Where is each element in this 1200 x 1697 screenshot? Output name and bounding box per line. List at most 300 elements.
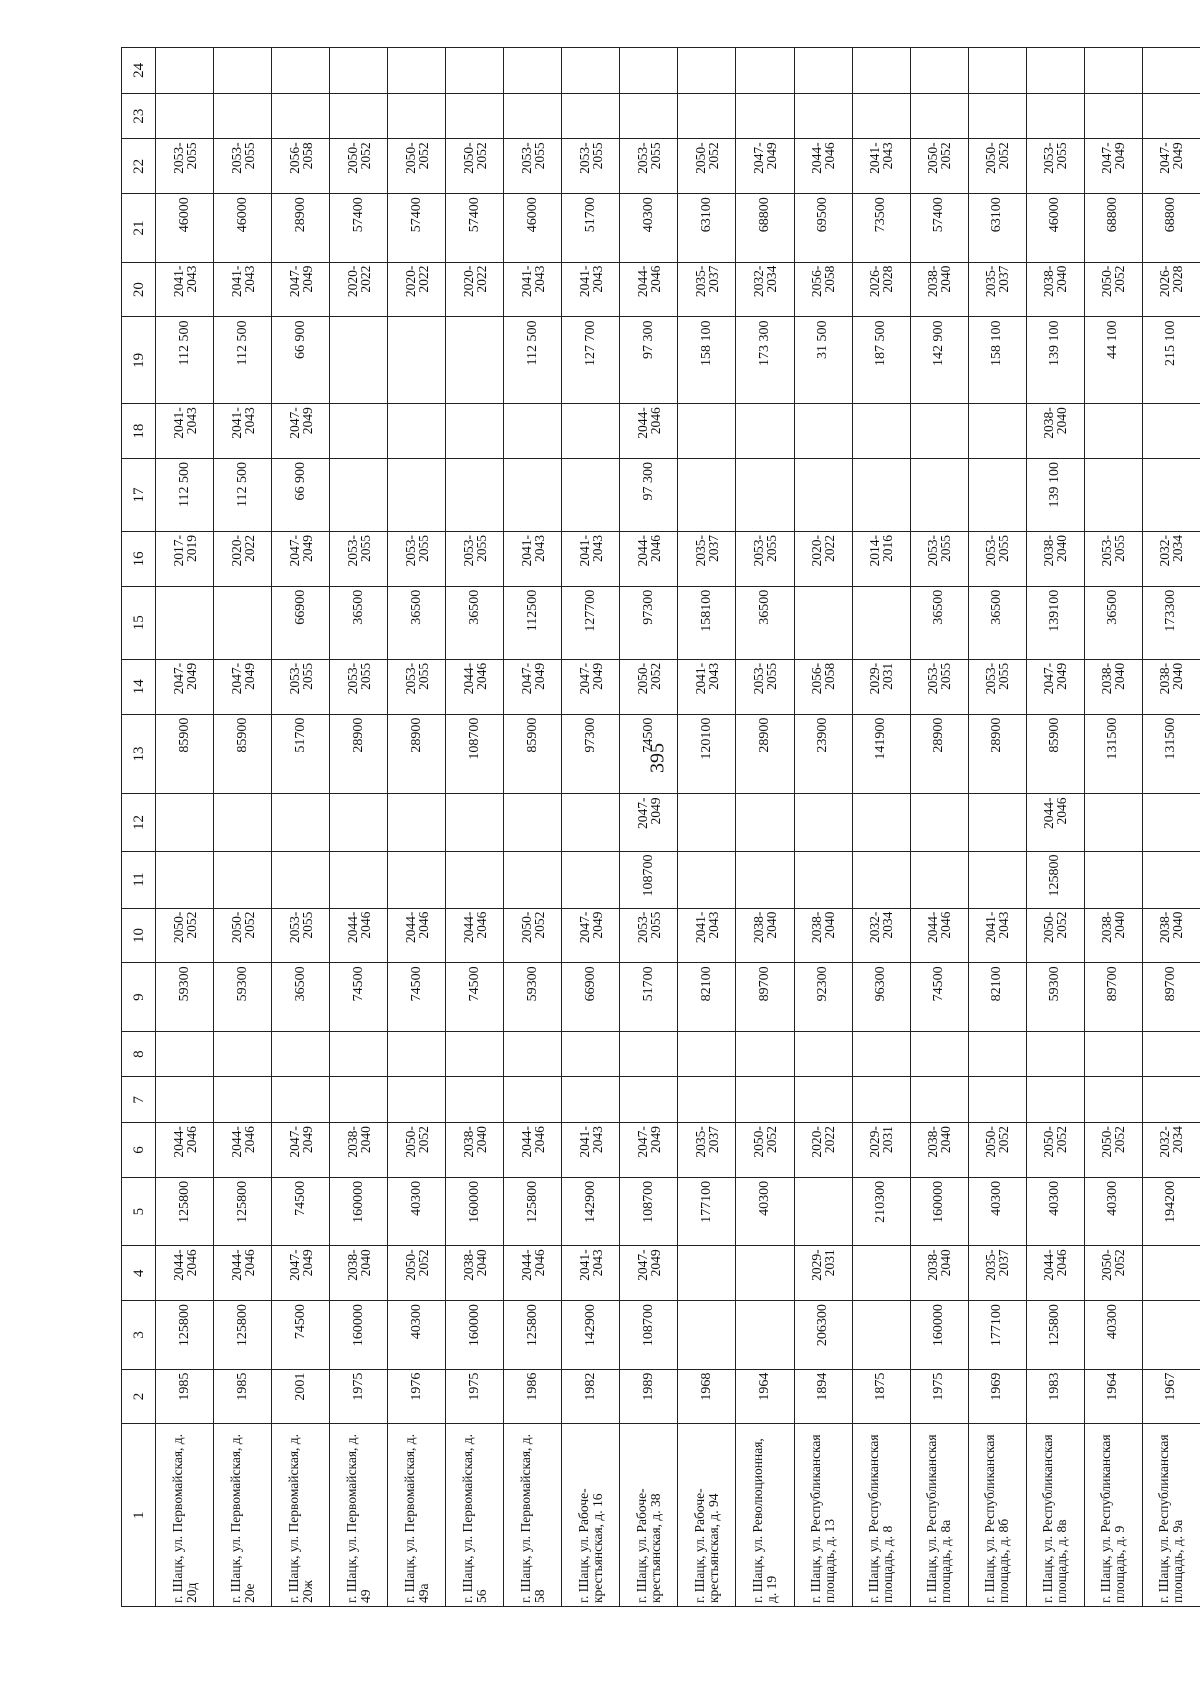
table-cell: 2047- 2049 (620, 1123, 678, 1178)
table-cell (852, 1246, 910, 1301)
table-cell: 2038- 2040 (1084, 659, 1142, 714)
table-cell: 59300 (504, 963, 562, 1031)
table-cell: 1964 (1084, 1369, 1142, 1424)
table-cell: 2038- 2040 (1142, 659, 1200, 714)
address-cell: г. Шацк, ул. Первомайская, д. 20д (156, 1424, 214, 1607)
table-cell: 40300 (1084, 1301, 1142, 1369)
column-header-6: 6 (122, 1123, 156, 1178)
table-cell (388, 851, 446, 908)
table-cell: 194200 (1142, 1177, 1200, 1245)
table-cell (736, 404, 794, 459)
table-cell: 59300 (214, 963, 272, 1031)
table-cell (330, 1031, 388, 1077)
table-cell: 40300 (1026, 1177, 1084, 1245)
table-cell (620, 48, 678, 94)
table-cell: 2053- 2055 (968, 659, 1026, 714)
table-cell (156, 794, 214, 851)
table-cell: 2041- 2043 (504, 532, 562, 587)
table-cell: 66 900 (272, 317, 330, 404)
table-cell (1142, 1301, 1200, 1369)
table-cell: 160000 (446, 1301, 504, 1369)
table-cell (678, 93, 736, 139)
table-cell: 57400 (910, 194, 968, 262)
table-cell: 2026- 2028 (852, 262, 910, 317)
column-header-16: 16 (122, 532, 156, 587)
table-cell: 44 100 (1084, 317, 1142, 404)
table-cell (214, 1077, 272, 1123)
table-cell (388, 1077, 446, 1123)
table-cell: 23900 (794, 714, 852, 794)
table-cell: 2047- 2049 (562, 659, 620, 714)
table-cell (562, 1031, 620, 1077)
table-cell (910, 1031, 968, 1077)
table-cell: 2041- 2043 (156, 404, 214, 459)
table-cell (156, 586, 214, 659)
table-cell (1026, 1077, 1084, 1123)
table-cell (446, 317, 504, 404)
table-body (156, 48, 1200, 1607)
table-cell: 89700 (736, 963, 794, 1031)
table-cell (504, 1031, 562, 1077)
table-cell: 2041- 2043 (214, 262, 272, 317)
table-cell (562, 794, 620, 851)
table-cell: 2020- 2022 (794, 532, 852, 587)
table-cell: 46000 (504, 194, 562, 262)
table-cell: 2047- 2049 (156, 659, 214, 714)
table-cell: 112 500 (214, 458, 272, 531)
table-cell: 1983 (1026, 1369, 1084, 1424)
table-cell: 74500 (446, 963, 504, 1031)
table-row (214, 48, 272, 1607)
table-cell: 74500 (330, 963, 388, 1031)
table-cell: 2050- 2052 (330, 139, 388, 194)
table-cell: 68800 (1142, 194, 1200, 262)
table-cell (852, 93, 910, 139)
table-cell (968, 1077, 1026, 1123)
table-cell (504, 93, 562, 139)
table-cell (736, 93, 794, 139)
table-row (736, 48, 794, 1607)
column-header-9: 9 (122, 963, 156, 1031)
table-cell: 2047- 2049 (562, 908, 620, 963)
table-cell: 2038- 2040 (910, 1123, 968, 1178)
address-cell: г. Шацк, ул. Республиканская площадь, д. 8 (852, 1424, 910, 1607)
table-cell: 2035- 2037 (968, 262, 1026, 317)
table-cell: 2053- 2055 (330, 659, 388, 714)
table-cell (272, 851, 330, 908)
table-cell: 2041- 2043 (504, 262, 562, 317)
table-cell: 89700 (1084, 963, 1142, 1031)
table-cell (1142, 93, 1200, 139)
address-cell: г. Шацк, ул. Рабоче-крестьянская, д. 16 (562, 1424, 620, 1607)
table-cell (272, 794, 330, 851)
table-cell: 1969 (968, 1369, 1026, 1424)
table-cell (852, 1031, 910, 1077)
table-cell: 2044- 2046 (214, 1246, 272, 1301)
table-cell: 2041- 2043 (968, 908, 1026, 963)
table-cell: 2044- 2046 (1026, 1246, 1084, 1301)
table-cell: 73500 (852, 194, 910, 262)
table-row (620, 48, 678, 1607)
table-cell (446, 404, 504, 459)
table-cell: 1968 (678, 1369, 736, 1424)
table-cell: 40300 (736, 1177, 794, 1245)
table-cell: 2047- 2049 (1026, 659, 1084, 714)
address-cell: г. Шацк, ул. Рабоче-крестьянская, д. 38 (620, 1424, 678, 1607)
table-cell: 2047- 2049 (1084, 139, 1142, 194)
table-cell (214, 93, 272, 139)
table-cell (910, 794, 968, 851)
table-cell: 2050- 2052 (910, 139, 968, 194)
table-cell: 2053- 2055 (910, 532, 968, 587)
table-cell (330, 317, 388, 404)
column-header-21: 21 (122, 194, 156, 262)
address-cell: г. Шацк, ул. Республиканская площадь, д. 8а (910, 1424, 968, 1607)
table-cell (620, 93, 678, 139)
table-cell: 2017- 2019 (156, 532, 214, 587)
table-cell: 112 500 (214, 317, 272, 404)
table-cell: 85900 (504, 714, 562, 794)
table-cell: 66900 (272, 586, 330, 659)
table-cell (504, 48, 562, 94)
table-cell: 82100 (968, 963, 1026, 1031)
table-cell (736, 851, 794, 908)
table-cell: 2035- 2037 (968, 1246, 1026, 1301)
table-cell (388, 93, 446, 139)
table-cell: 142900 (562, 1177, 620, 1245)
table-cell: 2044- 2046 (620, 532, 678, 587)
table-cell: 2029- 2031 (794, 1246, 852, 1301)
table-cell (330, 93, 388, 139)
table-cell: 2041- 2043 (678, 659, 736, 714)
table-cell (852, 851, 910, 908)
table-cell (620, 1031, 678, 1077)
table-cell (156, 48, 214, 94)
table-cell: 36500 (1084, 586, 1142, 659)
table-cell: 89700 (1142, 963, 1200, 1031)
table-cell: 206300 (794, 1301, 852, 1369)
table-cell (1142, 458, 1200, 531)
table-cell: 2050- 2052 (504, 908, 562, 963)
table-cell: 108700 (620, 1301, 678, 1369)
table-cell: 74500 (388, 963, 446, 1031)
table-cell: 160000 (446, 1177, 504, 1245)
table-cell: 2050- 2052 (1084, 1246, 1142, 1301)
table-cell (388, 317, 446, 404)
table-cell: 40300 (1084, 1177, 1142, 1245)
table-cell: 112 500 (504, 317, 562, 404)
table-cell: 2044- 2046 (504, 1246, 562, 1301)
table-cell: 2053- 2055 (910, 659, 968, 714)
column-header-3: 3 (122, 1301, 156, 1369)
table-cell (1084, 1077, 1142, 1123)
table-cell (1084, 404, 1142, 459)
table-cell: 2035- 2037 (678, 1123, 736, 1178)
table-cell: 1989 (620, 1369, 678, 1424)
table-cell (852, 1077, 910, 1123)
table-cell: 2020- 2022 (330, 262, 388, 317)
table-cell: 2050- 2052 (620, 659, 678, 714)
table-row (968, 48, 1026, 1607)
table-cell: 2038- 2040 (910, 262, 968, 317)
table-cell: 139100 (1026, 586, 1084, 659)
table-cell: 1975 (446, 1369, 504, 1424)
table-cell (910, 458, 968, 531)
table-cell: 92300 (794, 963, 852, 1031)
table-cell: 108700 (620, 1177, 678, 1245)
table-row (446, 48, 504, 1607)
address-cell: г. Шацк, ул. Рабоче-крестьянская, д. 94 (678, 1424, 736, 1607)
table-cell (968, 93, 1026, 139)
table-cell: 85900 (156, 714, 214, 794)
table-cell: 2047- 2049 (272, 404, 330, 459)
table-cell: 2044- 2046 (794, 139, 852, 194)
table-cell: 2041- 2043 (678, 908, 736, 963)
table-cell (1084, 794, 1142, 851)
table-cell: 2020- 2022 (446, 262, 504, 317)
table-cell: 2050- 2052 (388, 139, 446, 194)
table-row (1084, 48, 1142, 1607)
table-cell (330, 404, 388, 459)
table-cell: 2044- 2046 (910, 908, 968, 963)
table-cell (620, 1077, 678, 1123)
table-cell: 2041- 2043 (562, 1246, 620, 1301)
table-cell (968, 458, 1026, 531)
table-cell: 2041- 2043 (562, 1123, 620, 1178)
table-cell: 36500 (388, 586, 446, 659)
table-cell (1084, 48, 1142, 94)
table-cell: 2053- 2055 (388, 659, 446, 714)
table-cell: 2050- 2052 (678, 139, 736, 194)
table-cell: 177100 (678, 1177, 736, 1245)
table-cell: 160000 (910, 1301, 968, 1369)
table-cell: 46000 (214, 194, 272, 262)
table-cell: 2050- 2052 (968, 139, 1026, 194)
table-cell: 74500 (272, 1301, 330, 1369)
table-cell (968, 404, 1026, 459)
table-cell: 2053- 2055 (1084, 532, 1142, 587)
table-cell: 2056- 2058 (794, 659, 852, 714)
table-cell: 173300 (1142, 586, 1200, 659)
table-cell: 66 900 (272, 458, 330, 531)
address-cell: г. Шацк, ул. Республиканская площадь, д. 8в (1026, 1424, 1084, 1607)
table-cell: 2056- 2058 (272, 139, 330, 194)
column-header-15: 15 (122, 586, 156, 659)
table-cell: 2050- 2052 (1026, 1123, 1084, 1178)
table-cell (446, 1077, 504, 1123)
table-cell: 28900 (272, 194, 330, 262)
table-cell (794, 404, 852, 459)
table-cell: 36500 (272, 963, 330, 1031)
table-cell: 2044- 2046 (446, 659, 504, 714)
table-cell: 2050- 2052 (1026, 908, 1084, 963)
table-cell: 31 500 (794, 317, 852, 404)
address-cell: г. Шацк, ул. Первомайская, д. 49 (330, 1424, 388, 1607)
address-cell: г. Шацк, ул. Республиканская площадь, д. 9 (1084, 1424, 1142, 1607)
table-cell: 187 500 (852, 317, 910, 404)
table-cell (678, 404, 736, 459)
table-cell: 108700 (446, 714, 504, 794)
table-cell: 141900 (852, 714, 910, 794)
table-cell (910, 851, 968, 908)
table-cell (852, 458, 910, 531)
table-cell: 2047- 2049 (504, 659, 562, 714)
table-cell: 74500 (272, 1177, 330, 1245)
table-cell: 46000 (1026, 194, 1084, 262)
table-row (794, 48, 852, 1607)
table-cell: 97300 (620, 586, 678, 659)
table-cell (736, 794, 794, 851)
table-cell: 1985 (214, 1369, 272, 1424)
table-cell: 2047- 2049 (1142, 139, 1200, 194)
table-cell: 2050- 2052 (388, 1123, 446, 1178)
table-cell (736, 1077, 794, 1123)
table-cell: 2050- 2052 (446, 139, 504, 194)
table-cell: 82100 (678, 963, 736, 1031)
table-cell: 158100 (678, 586, 736, 659)
table-row (1026, 48, 1084, 1607)
table-cell (446, 1031, 504, 1077)
table-cell (446, 93, 504, 139)
table-cell: 2053- 2055 (1026, 139, 1084, 194)
table-cell (794, 794, 852, 851)
table-cell (446, 794, 504, 851)
table-cell (156, 1031, 214, 1077)
table-cell: 51700 (620, 963, 678, 1031)
table-cell: 40300 (968, 1177, 1026, 1245)
table-cell: 160000 (330, 1301, 388, 1369)
address-cell: г. Шацк, ул. Первомайская, д. 58 (504, 1424, 562, 1607)
table-cell (272, 1077, 330, 1123)
repair-schedule-table (121, 47, 1200, 1607)
table-cell: 142 900 (910, 317, 968, 404)
page-number: 395 (646, 743, 669, 773)
rotated-table-container (121, 47, 1200, 1607)
table-cell: 177100 (968, 1301, 1026, 1369)
table-cell: 57400 (388, 194, 446, 262)
table-cell: 2038- 2040 (736, 908, 794, 963)
table-cell (794, 93, 852, 139)
table-cell (852, 404, 910, 459)
table-cell (678, 1031, 736, 1077)
table-cell: 2050- 2052 (156, 908, 214, 963)
table-row (910, 48, 968, 1607)
table-cell: 1875 (852, 1369, 910, 1424)
table-cell: 158 100 (678, 317, 736, 404)
table-cell: 2041- 2043 (852, 139, 910, 194)
column-header-12: 12 (122, 794, 156, 851)
table-cell (1142, 404, 1200, 459)
table-row (504, 48, 562, 1607)
table-cell: 2053- 2055 (562, 139, 620, 194)
table-cell: 125800 (504, 1301, 562, 1369)
table-cell: 2053- 2055 (330, 532, 388, 587)
table-cell: 2038- 2040 (1142, 908, 1200, 963)
table-row (562, 48, 620, 1607)
table-cell: 2053- 2055 (272, 659, 330, 714)
table-cell (388, 1031, 446, 1077)
table-row (1142, 48, 1200, 1607)
table-cell (504, 794, 562, 851)
table-cell (214, 794, 272, 851)
table-cell (388, 794, 446, 851)
table-cell (1026, 1031, 1084, 1077)
table-cell: 2038- 2040 (330, 1123, 388, 1178)
column-header-13: 13 (122, 714, 156, 794)
table-cell: 28900 (910, 714, 968, 794)
table-cell: 2047- 2049 (272, 1123, 330, 1178)
table-cell: 46000 (156, 194, 214, 262)
table-cell (330, 458, 388, 531)
table-cell (736, 1246, 794, 1301)
table-cell: 2044- 2046 (504, 1123, 562, 1178)
table-cell: 2020- 2022 (388, 262, 446, 317)
column-header-18: 18 (122, 404, 156, 459)
table-cell (504, 1077, 562, 1123)
table-cell: 40300 (388, 1177, 446, 1245)
column-header-7: 7 (122, 1077, 156, 1123)
table-cell: 210300 (852, 1177, 910, 1245)
address-cell: г. Шацк, ул. Первомайская, д. 20ж (272, 1424, 330, 1607)
header-row (122, 48, 156, 1607)
table-cell: 125800 (1026, 1301, 1084, 1369)
table-cell: 2053- 2055 (620, 139, 678, 194)
table-cell: 36500 (330, 586, 388, 659)
table-cell: 173 300 (736, 317, 794, 404)
table-cell: 2041- 2043 (214, 404, 272, 459)
table-cell: 131500 (1142, 714, 1200, 794)
table-cell: 2047- 2049 (620, 1246, 678, 1301)
table-cell (272, 48, 330, 94)
table-cell: 28900 (736, 714, 794, 794)
table-cell (968, 851, 1026, 908)
column-header-8: 8 (122, 1031, 156, 1077)
table-cell (910, 93, 968, 139)
table-cell (794, 851, 852, 908)
column-header-11: 11 (122, 851, 156, 908)
table-cell (562, 404, 620, 459)
table-cell: 36500 (446, 586, 504, 659)
table-cell (1026, 93, 1084, 139)
table-cell (330, 851, 388, 908)
table-row (156, 48, 214, 1607)
table-cell (272, 1031, 330, 1077)
table-cell (1142, 1077, 1200, 1123)
table-cell: 2044- 2046 (446, 908, 504, 963)
table-cell (504, 404, 562, 459)
table-cell: 2050- 2052 (1084, 1123, 1142, 1178)
column-header-17: 17 (122, 458, 156, 531)
table-cell (1142, 1031, 1200, 1077)
table-cell: 1982 (562, 1369, 620, 1424)
table-row (678, 48, 736, 1607)
table-row (330, 48, 388, 1607)
table-cell: 57400 (330, 194, 388, 262)
table-cell (214, 48, 272, 94)
table-cell (562, 458, 620, 531)
table-cell (330, 794, 388, 851)
table-cell: 215 100 (1142, 317, 1200, 404)
table-cell: 125800 (504, 1177, 562, 1245)
table-cell: 1975 (330, 1369, 388, 1424)
table-cell: 2047- 2049 (620, 794, 678, 851)
table-cell: 125800 (214, 1301, 272, 1369)
table-cell: 125800 (156, 1301, 214, 1369)
table-cell: 127 700 (562, 317, 620, 404)
table-cell: 2053- 2055 (388, 532, 446, 587)
table-cell (678, 1246, 736, 1301)
table-cell: 139 100 (1026, 317, 1084, 404)
